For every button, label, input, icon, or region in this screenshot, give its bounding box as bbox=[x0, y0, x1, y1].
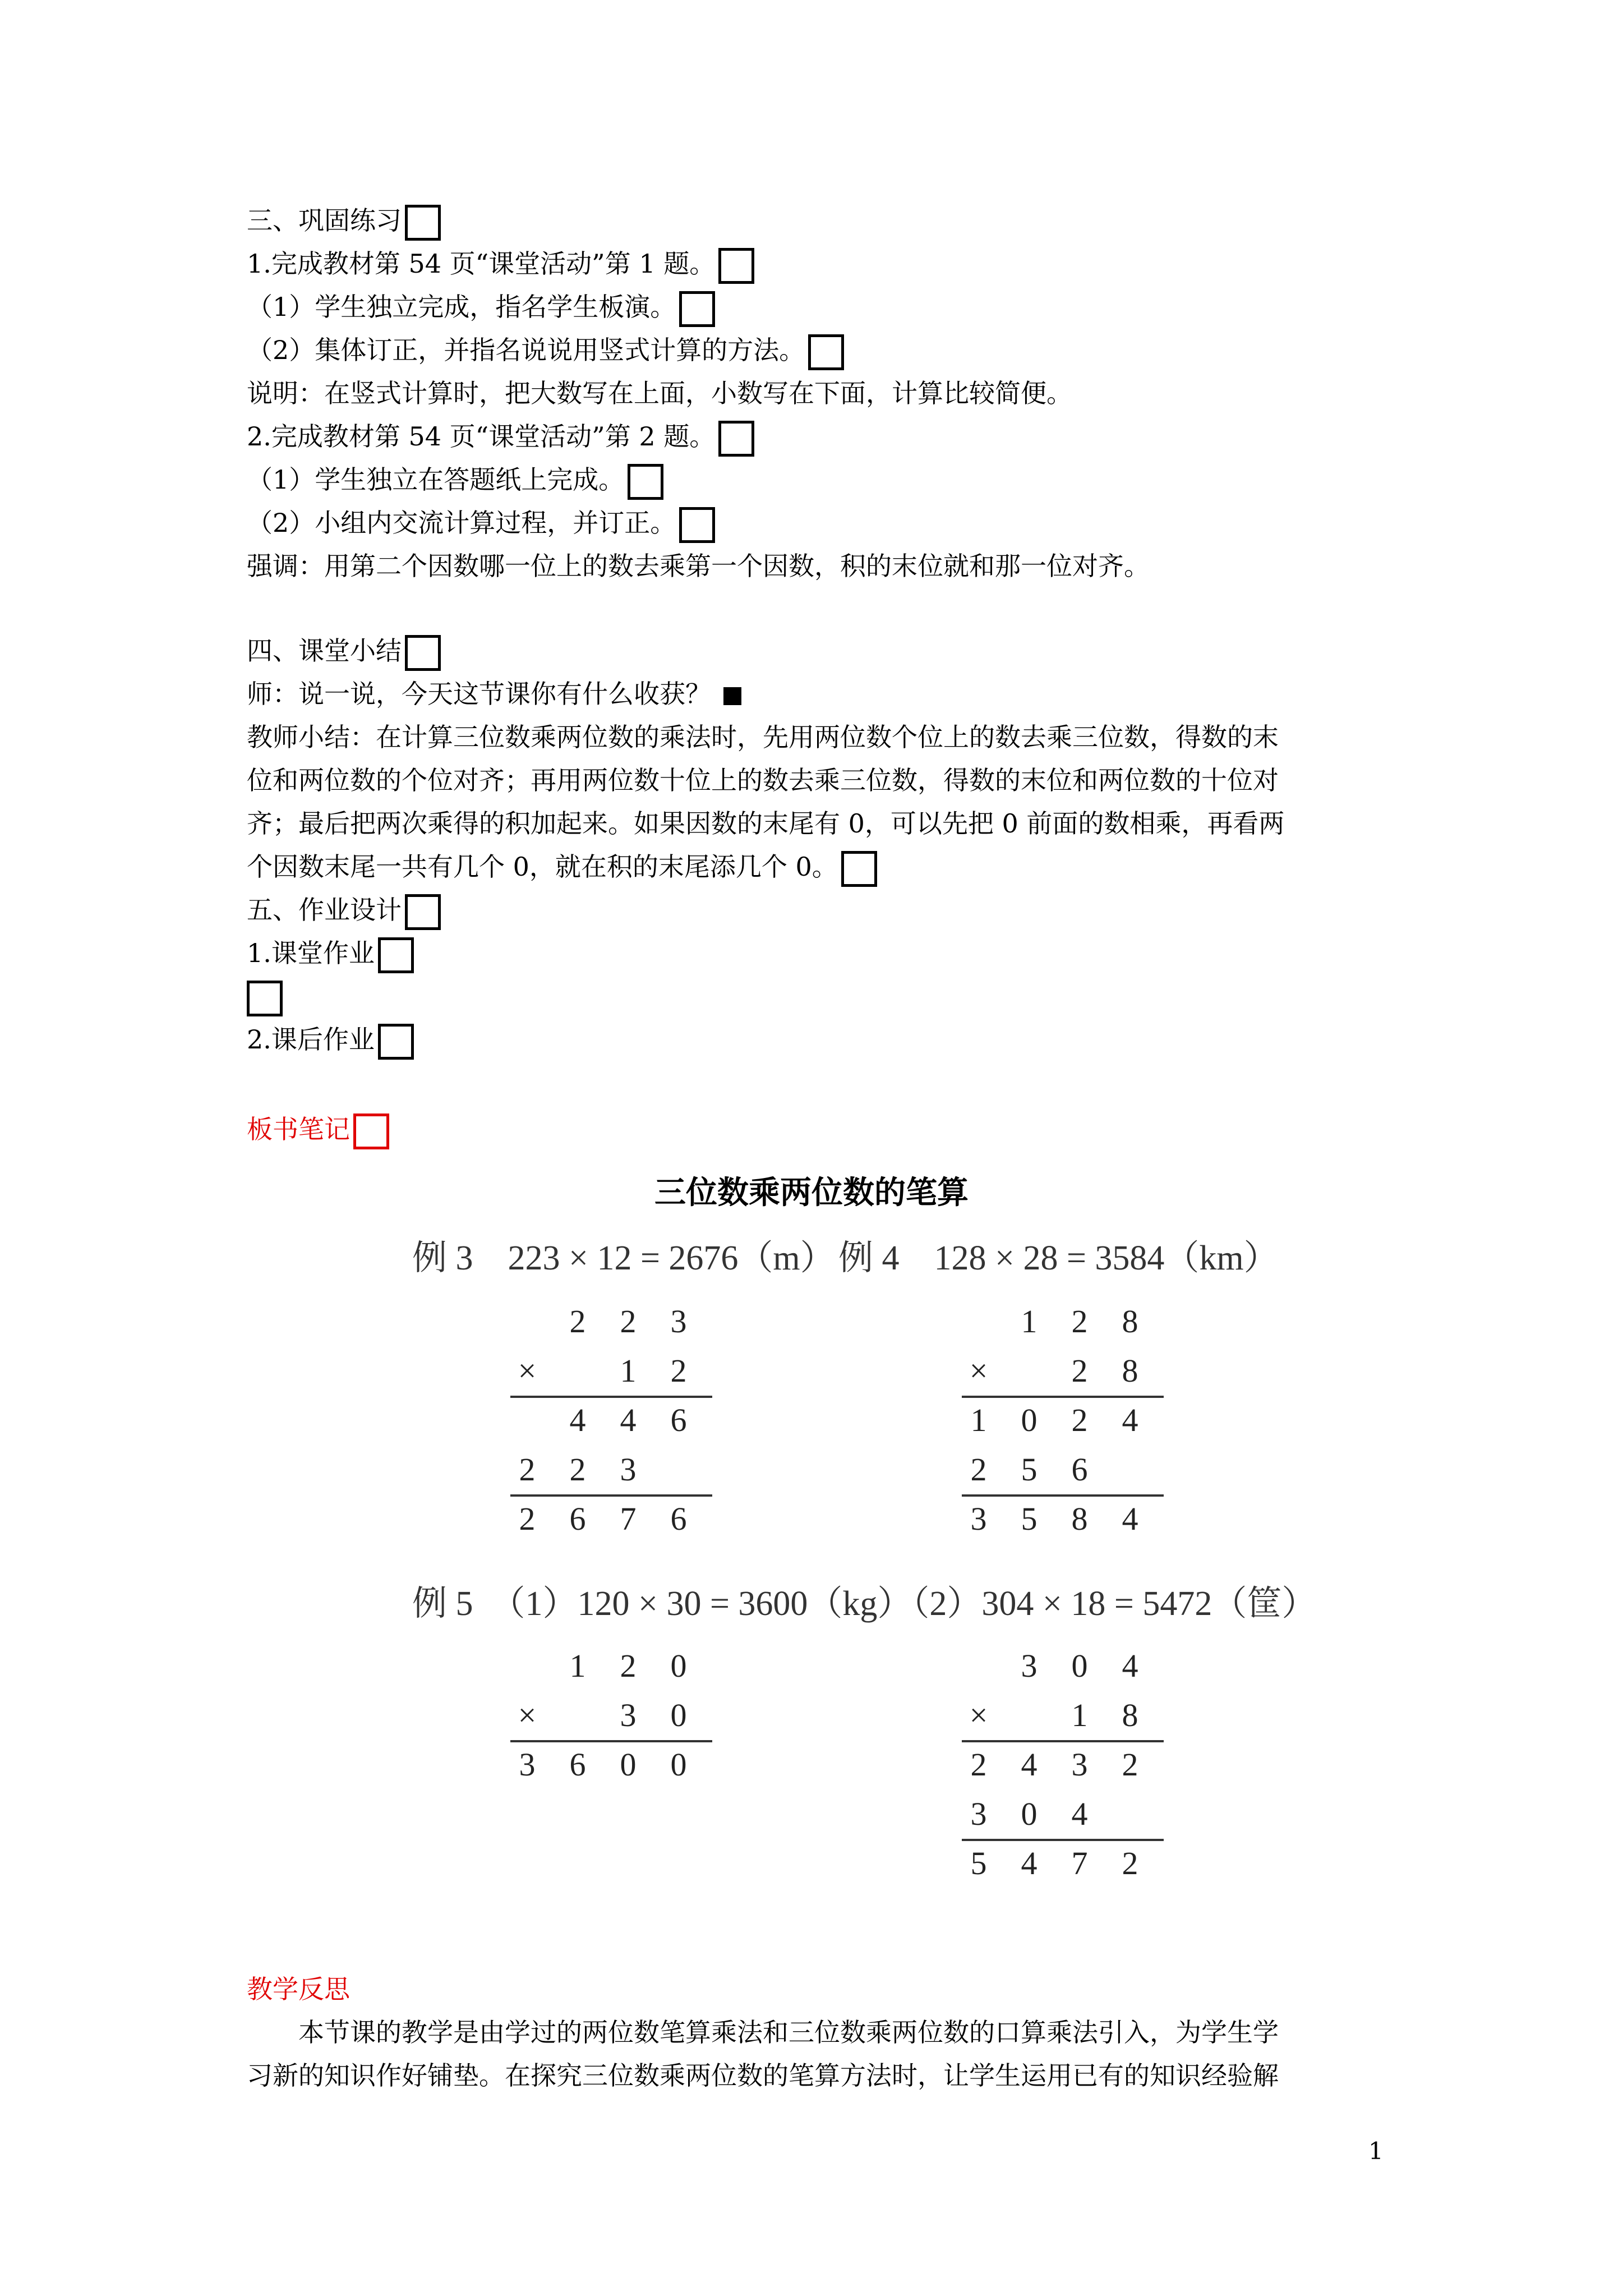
calc-digit: 2 bbox=[620, 1648, 637, 1684]
section4-summary-line: 位和两位数的个位对齐；再用两位数十位上的数去乘三位数，得数的末位和两位数的十位对 bbox=[247, 765, 1279, 795]
section3-item2: 2.完成教材第 54 页“课堂活动”第 2 题。 bbox=[247, 415, 754, 458]
checkbox[interactable] bbox=[405, 894, 441, 930]
calc-digit: 4 bbox=[1071, 1796, 1088, 1832]
checkbox[interactable] bbox=[378, 1024, 414, 1060]
calc-digit: 2 bbox=[1071, 1402, 1088, 1438]
calc-digit: 7 bbox=[1071, 1845, 1088, 1881]
checkbox[interactable] bbox=[378, 937, 414, 973]
calc-digit: 1 bbox=[1071, 1697, 1088, 1733]
calc-digit: 4 bbox=[1021, 1746, 1038, 1783]
homework-2: 2.课后作业 bbox=[247, 1018, 414, 1061]
calc-digit: 2 bbox=[569, 1303, 586, 1340]
section3-heading: 三、巩固练习 bbox=[247, 199, 441, 242]
calc-digit: 4 bbox=[569, 1402, 586, 1438]
calc-digit: 0 bbox=[1071, 1648, 1088, 1684]
calc-digit: 3 bbox=[620, 1451, 637, 1488]
calc-digit: 0 bbox=[670, 1746, 687, 1783]
section5-heading: 五、作业设计 bbox=[247, 889, 441, 931]
checkbox[interactable] bbox=[247, 981, 283, 1016]
calc-rule-line bbox=[510, 1396, 712, 1398]
calc-row bbox=[510, 1740, 712, 1789]
calc-rule-line bbox=[962, 1740, 1164, 1742]
calc-digit: 6 bbox=[670, 1402, 687, 1438]
reflection-line: 本节课的教学是由学过的两位数笔算乘法和三位数乘两位数的口算乘法引入，为学生学 bbox=[247, 2017, 1279, 2047]
calc-digit: 3 bbox=[519, 1746, 536, 1783]
calc-digit: 5 bbox=[1021, 1501, 1038, 1537]
reflection-heading: 教学反思 bbox=[247, 1974, 350, 2004]
calc-row bbox=[510, 1641, 712, 1691]
multiply-sign: × bbox=[969, 1697, 988, 1733]
calc-row bbox=[510, 1494, 712, 1544]
calc-digit: 0 bbox=[670, 1648, 687, 1684]
calc-row bbox=[962, 1740, 1164, 1789]
calc-digit: 2 bbox=[970, 1746, 987, 1783]
calc-rule-line bbox=[510, 1494, 712, 1497]
board-notes-label: 板书笔记 bbox=[247, 1108, 389, 1151]
calc-row bbox=[962, 1691, 1164, 1740]
checkbox[interactable] bbox=[405, 205, 441, 241]
checkbox[interactable] bbox=[679, 507, 715, 543]
section4-teacher-question: 师：说一说，今天这节课你有什么收获？ bbox=[247, 673, 741, 715]
calc-digit: 0 bbox=[1021, 1796, 1038, 1832]
calc-digit: 2 bbox=[519, 1451, 536, 1488]
calc-digit: 6 bbox=[1071, 1451, 1088, 1488]
calc-digit: 0 bbox=[1021, 1402, 1038, 1438]
section3-emphasis: 强调：用第二个因数哪一位上的数去乘第一个因数，积的末位就和那一位对齐。 bbox=[247, 551, 1150, 581]
calc-digit: 5 bbox=[970, 1845, 987, 1881]
calc-row bbox=[962, 1346, 1164, 1396]
section3-item1-2: （2）集体订正，并指名说说用竖式计算的方法。 bbox=[247, 329, 844, 371]
calc-row bbox=[962, 1789, 1164, 1839]
calc-row bbox=[510, 1445, 712, 1494]
calc-digit: 4 bbox=[1122, 1648, 1138, 1684]
calc-digit: 4 bbox=[1122, 1402, 1138, 1438]
homework-1: 1.课堂作业 bbox=[247, 932, 414, 974]
example-3-equation: 例 3 223 × 12 = 2676（m） bbox=[412, 1239, 835, 1277]
calc-digit: 1 bbox=[970, 1402, 987, 1438]
calc-rule-line bbox=[962, 1396, 1164, 1398]
calc-digit: 4 bbox=[1021, 1845, 1038, 1881]
example-4-equation: 例 4 128 × 28 = 3584（km） bbox=[838, 1239, 1279, 1277]
calc-digit: 4 bbox=[620, 1402, 637, 1438]
calc-digit: 8 bbox=[1122, 1352, 1138, 1389]
calc-digit: 8 bbox=[1071, 1501, 1088, 1537]
calc-digit: 6 bbox=[569, 1501, 586, 1537]
calc-digit: 1 bbox=[569, 1648, 586, 1684]
calc-digit: 2 bbox=[519, 1501, 536, 1537]
section3-item2-1: （1）学生独立在答题纸上完成。 bbox=[247, 458, 663, 501]
section3-item1-1: （1）学生独立完成，指名学生板演。 bbox=[247, 286, 715, 328]
calc-digit: 8 bbox=[1122, 1697, 1138, 1733]
calc-digit: 1 bbox=[1021, 1303, 1038, 1340]
calc-row bbox=[510, 1297, 712, 1346]
calc-digit: 0 bbox=[620, 1746, 637, 1783]
calc-digit: 2 bbox=[620, 1303, 637, 1340]
section3-note: 说明：在竖式计算时，把大数写在上面，小数写在下面，计算比较简便。 bbox=[247, 378, 1072, 408]
reflection-line: 习新的知识作好铺垫。在探究三位数乘两位数的笔算方法时，让学生运用已有的知识经验解 bbox=[247, 2060, 1279, 2091]
section3-item1: 1.完成教材第 54 页“课堂活动”第 1 题。 bbox=[247, 242, 754, 285]
calc-digit: 7 bbox=[620, 1501, 637, 1537]
calc-digit: 3 bbox=[970, 1796, 987, 1832]
calc-digit: 4 bbox=[1122, 1501, 1138, 1537]
calc-digit: 3 bbox=[1071, 1746, 1088, 1783]
example-5-equation: 例 5 （1）120 × 30 = 3600（kg）（2）304 × 18 = 5472（筐） bbox=[412, 1585, 1317, 1623]
calc-digit: 3 bbox=[970, 1501, 987, 1537]
calc-row bbox=[962, 1445, 1164, 1494]
checkbox[interactable] bbox=[718, 248, 754, 284]
calc-row bbox=[962, 1641, 1164, 1691]
checkbox[interactable] bbox=[628, 464, 663, 500]
checkbox[interactable] bbox=[808, 334, 844, 370]
calc-digit: 2 bbox=[970, 1451, 987, 1488]
calc-digit: 0 bbox=[670, 1697, 687, 1733]
calc-digit: 6 bbox=[569, 1746, 586, 1783]
checkbox[interactable] bbox=[353, 1114, 389, 1149]
checkbox[interactable] bbox=[679, 291, 715, 327]
calc-row bbox=[962, 1494, 1164, 1544]
calc-row bbox=[962, 1839, 1164, 1888]
calc-rule-line bbox=[962, 1494, 1164, 1497]
section3-item2-2: （2）小组内交流计算过程，并订正。 bbox=[247, 501, 715, 544]
checkbox[interactable] bbox=[718, 421, 754, 457]
section4-summary-line: 教师小结：在计算三位数乘两位数的乘法时，先用两位数个位上的数去乘三位数，得数的末 bbox=[247, 722, 1279, 752]
section4-summary-line: 个因数末尾一共有几个 0，就在积的末尾添几个 0。 bbox=[247, 845, 877, 888]
section4-summary-line: 齐；最后把两次乘得的积加起来。如果因数的末尾有 0，可以先把 0 前面的数相乘，再看两 bbox=[247, 808, 1285, 839]
calc-digit: 6 bbox=[670, 1501, 687, 1537]
calc-digit: 8 bbox=[1122, 1303, 1138, 1340]
calc-digit: 3 bbox=[670, 1303, 687, 1340]
calc-rule-line bbox=[510, 1740, 712, 1742]
calc-digit: 2 bbox=[1122, 1746, 1138, 1783]
calc-row bbox=[510, 1346, 712, 1396]
calc-row bbox=[962, 1396, 1164, 1445]
multiply-sign: × bbox=[969, 1352, 988, 1389]
calc-digit: 3 bbox=[1021, 1648, 1038, 1684]
calc-digit: 2 bbox=[569, 1451, 586, 1488]
calc-digit: 5 bbox=[1021, 1451, 1038, 1488]
section4-heading: 四、课堂小结 bbox=[247, 629, 441, 672]
page-number: 1 bbox=[1368, 2137, 1384, 2165]
calc-row bbox=[962, 1297, 1164, 1346]
multiply-sign: × bbox=[518, 1352, 537, 1389]
calc-digit: 2 bbox=[1071, 1352, 1088, 1389]
calc-digit: 3 bbox=[620, 1697, 637, 1733]
multiply-sign: × bbox=[518, 1697, 537, 1733]
calc-digit: 2 bbox=[1122, 1845, 1138, 1881]
filled-square-icon bbox=[723, 687, 741, 705]
calc-row bbox=[510, 1691, 712, 1740]
calc-digit: 2 bbox=[1071, 1303, 1088, 1340]
homework-1-extra bbox=[243, 975, 283, 1018]
board-title: 三位数乘两位数的笔算 bbox=[654, 1175, 969, 1211]
checkbox[interactable] bbox=[841, 851, 877, 887]
checkbox[interactable] bbox=[405, 635, 441, 671]
calc-digit: 1 bbox=[620, 1352, 637, 1389]
calc-rule-line bbox=[962, 1839, 1164, 1841]
calc-digit: 2 bbox=[670, 1352, 687, 1389]
calc-row bbox=[510, 1396, 712, 1445]
